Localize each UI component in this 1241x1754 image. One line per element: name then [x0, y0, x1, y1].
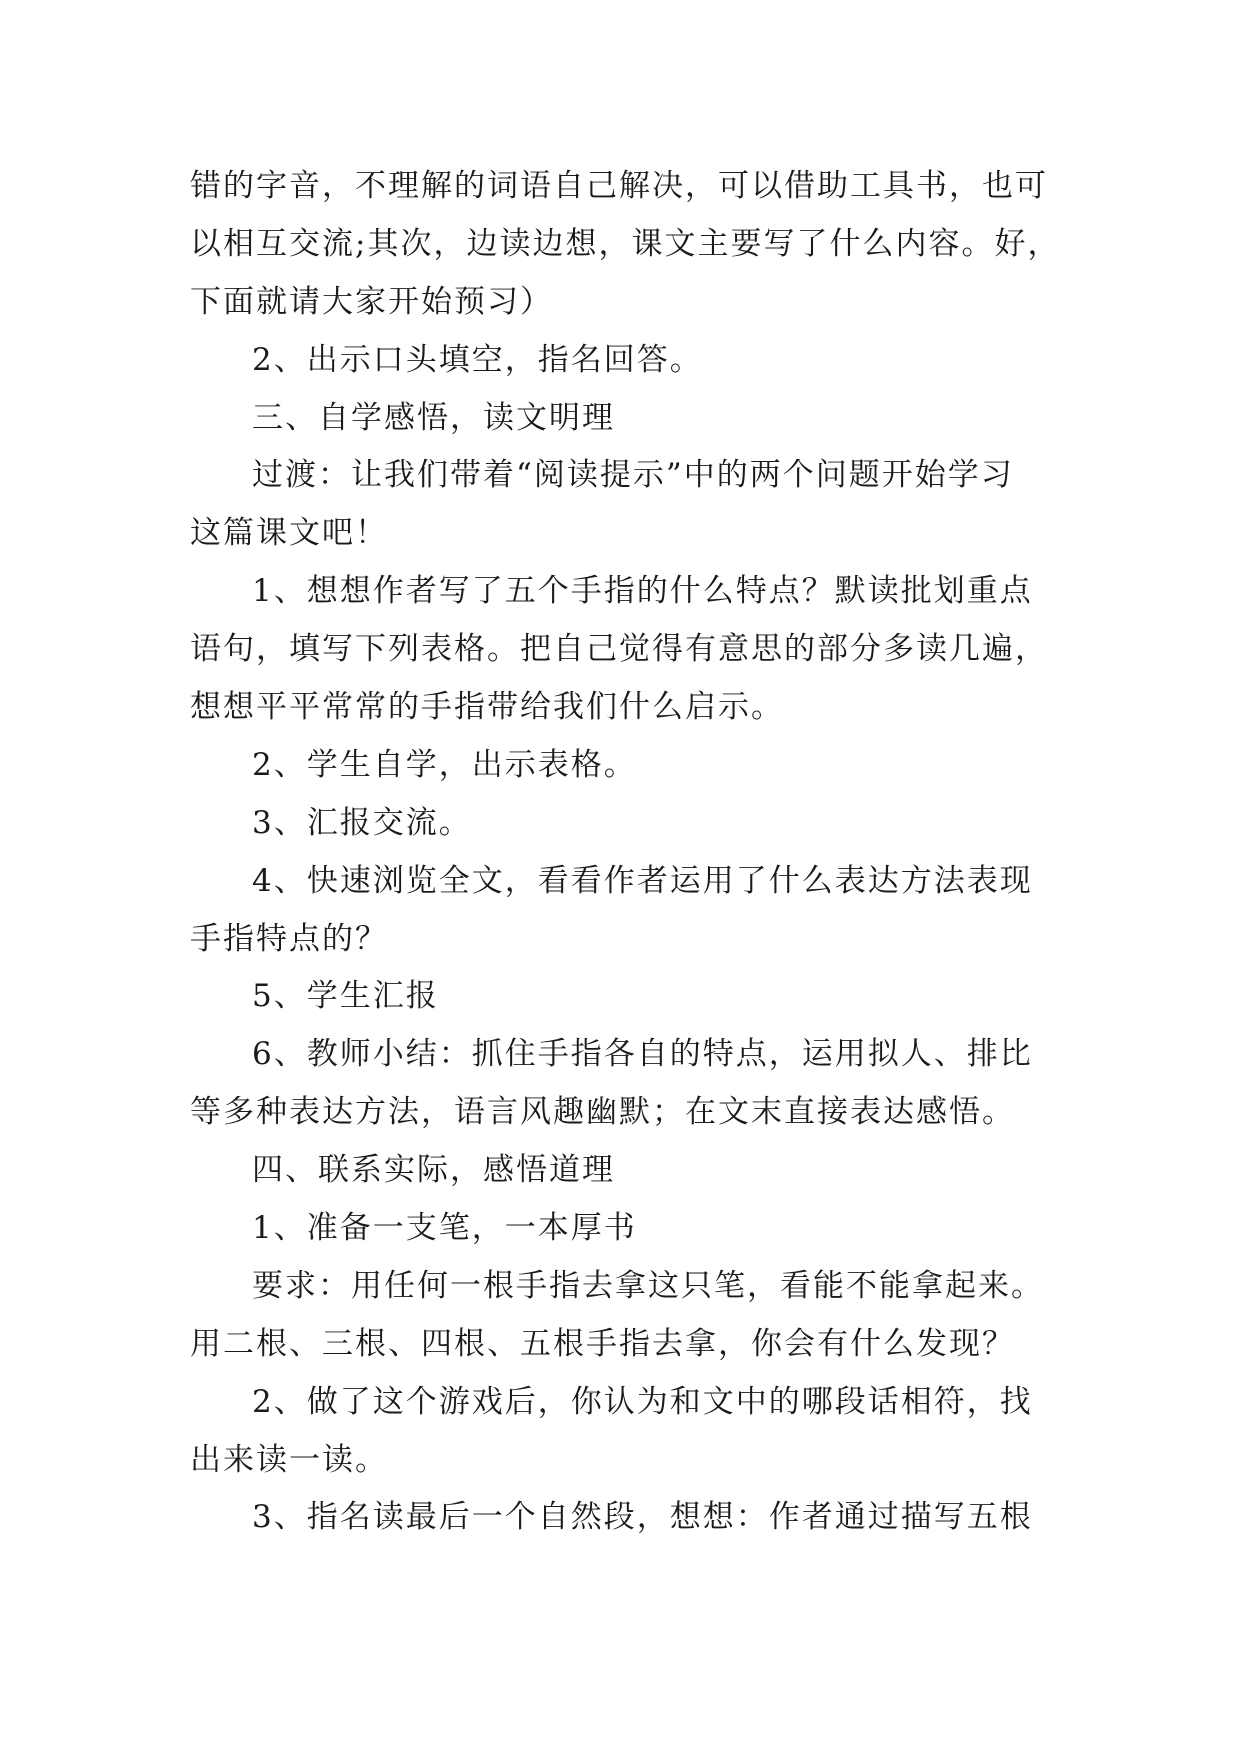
text-line: 这篇课文吧！ — [190, 515, 388, 552]
text-line: 要求：用任何一根手指去拿这只笔，看能不能拿起来。 — [252, 1267, 1044, 1304]
text-line: 以相互交流;其次，边读边想，课文主要写了什么内容。好， — [190, 225, 1061, 262]
text-line: 四、联系实际，感悟道理 — [252, 1152, 615, 1189]
text-line: 过渡：让我们带着“阅读提示”中的两个问题开始学习 — [252, 457, 1014, 494]
text-line: 语句，填写下列表格。把自己觉得有意思的部分多读几遍， — [190, 631, 1048, 668]
text-line: 1、想想作者写了五个手指的什么特点？默读批划重点 — [252, 573, 1033, 610]
text-line: 6、教师小结：抓住手指各自的特点，运用拟人、排比 — [252, 1036, 1033, 1073]
text-line: 3、指名读最后一个自然段，想想：作者通过描写五根 — [252, 1499, 1033, 1536]
text-line: 想想平平常常的手指带给我们什么启示。 — [190, 689, 784, 726]
text-line: 2、学生自学，出示表格。 — [252, 746, 637, 783]
text-line: 出来读一读。 — [190, 1441, 388, 1478]
text-line: 1、准备一支笔，一本厚书 — [252, 1210, 637, 1247]
document-body — [190, 158, 1090, 1547]
text-line: 4、快速浏览全文，看看作者运用了什么表达方法表现 — [252, 862, 1033, 899]
text-line: 手指特点的？ — [190, 920, 388, 957]
text-line: 用二根、三根、四根、五根手指去拿，你会有什么发现？ — [190, 1325, 1015, 1362]
text-line: 等多种表达方法，语言风趣幽默；在文末直接表达感悟。 — [190, 1094, 1015, 1131]
text-line: 2、做了这个游戏后，你认为和文中的哪段话相符，找 — [252, 1383, 1033, 1420]
text-line: 下面就请大家开始预习） — [190, 283, 553, 320]
text-line: 三、自学感悟，读文明理 — [252, 399, 615, 436]
text-line: 3、汇报交流。 — [252, 804, 472, 841]
text-line: 2、出示口头填空，指名回答。 — [252, 341, 703, 378]
text-line: 错的字音，不理解的词语自己解决，可以借助工具书，也可 — [190, 168, 1048, 204]
text-line: 5、学生汇报 — [252, 978, 439, 1015]
